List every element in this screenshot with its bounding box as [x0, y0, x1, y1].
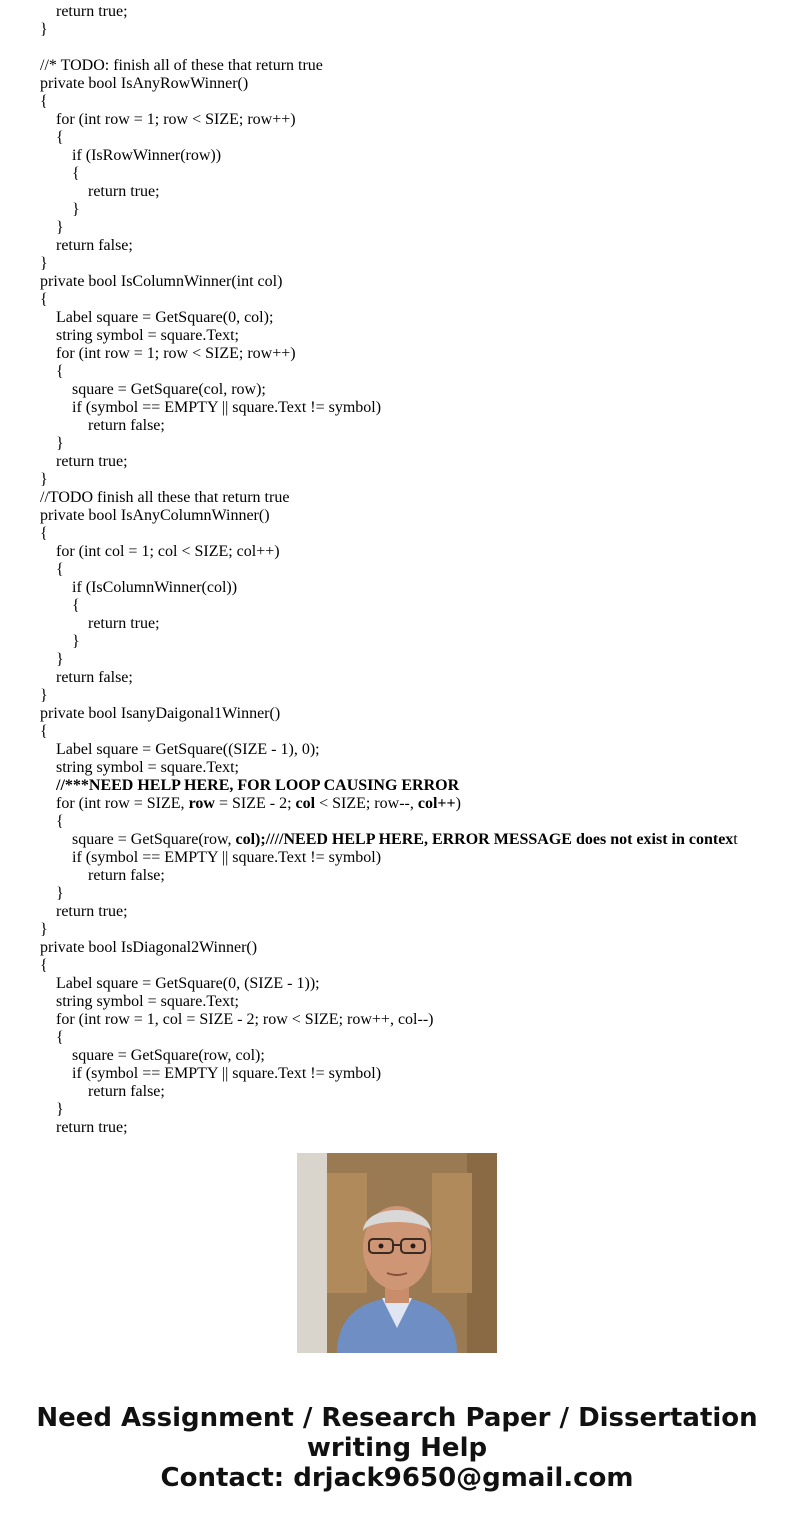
code-line: } — [40, 885, 64, 902]
code-line: if (IsColumnWinner(col)) — [40, 579, 238, 596]
promo-banner — [0, 1403, 794, 1493]
code-line: return false; — [40, 237, 133, 254]
promo-line-2: writing Help — [306, 1433, 488, 1463]
code-line: { — [40, 525, 48, 542]
code-line: private bool IsDiagonal2Winner() — [40, 939, 258, 956]
code-line: Label square = GetSquare((SIZE - 1), 0); — [40, 741, 320, 758]
code-line: { — [40, 957, 48, 974]
code-line: { — [40, 291, 48, 308]
code-line: private bool IsanyDaigonal1Winner() — [40, 705, 281, 722]
code-line: for (int row = 1, col = SIZE - 2; row < SIZE; row++, col--) — [40, 1011, 434, 1028]
code-line: Label square = GetSquare(0, (SIZE - 1)); — [40, 975, 320, 992]
code-line: } — [40, 687, 48, 704]
code-line: } — [40, 21, 48, 38]
code-line: return true; — [40, 903, 128, 920]
code-line: string symbol = square.Text; — [40, 759, 239, 776]
code-line — [40, 39, 785, 57]
code-line: { — [40, 723, 48, 740]
code-line: } — [40, 201, 80, 218]
code-line: if (symbol == EMPTY || square.Text != symbol) — [40, 399, 382, 416]
code-line: if (IsRowWinner(row)) — [40, 147, 222, 164]
code-line: { — [40, 561, 64, 578]
code-snippet — [40, 3, 785, 1136]
code-line: } — [40, 435, 64, 452]
code-line: { — [40, 363, 64, 380]
code-line: string symbol = square.Text; — [40, 993, 239, 1010]
code-line: for (int col = 1; col < SIZE; col++) — [40, 543, 280, 560]
code-line: return true; — [40, 453, 128, 470]
code-line: for (int row = 1; row < SIZE; row++) — [40, 111, 296, 128]
code-line: string symbol = square.Text; — [40, 327, 239, 344]
code-line: square = GetSquare(row, col);////NEED HELP HERE, ERROR MESSAGE does not exist in context — [40, 831, 738, 848]
code-line: for (int row = SIZE, row = SIZE - 2; col < SIZE; row--, col++) — [40, 795, 461, 812]
code-line: } — [40, 921, 48, 938]
code-line: { — [40, 1029, 64, 1046]
code-line: { — [40, 813, 64, 830]
code-line: if (symbol == EMPTY || square.Text != symbol) — [40, 1065, 382, 1082]
code-line: private bool IsAnyRowWinner() — [40, 75, 249, 92]
code-line: Label square = GetSquare(0, col); — [40, 309, 274, 326]
portrait-photo — [297, 1153, 497, 1353]
code-line: } — [40, 1101, 64, 1118]
code-line: { — [40, 93, 48, 110]
code-line: } — [40, 219, 64, 236]
code-line: { — [40, 165, 80, 182]
code-line: return true; — [40, 3, 128, 20]
code-line: { — [40, 597, 80, 614]
code-line: private bool IsAnyColumnWinner() — [40, 507, 270, 524]
promo-line-1: Need Assignment / Research Paper / Dissertation — [36, 1403, 758, 1433]
promo-contact-line: Contact: drjack9650@gmail.com — [160, 1463, 634, 1493]
code-line: return false; — [40, 867, 165, 884]
avatar — [297, 1153, 497, 1353]
code-line: //***NEED HELP HERE, FOR LOOP CAUSING ERROR — [56, 777, 460, 794]
code-line: { — [40, 129, 64, 146]
code-line: return true; — [40, 615, 160, 632]
code-line: return false; — [40, 669, 133, 686]
code-line: //* TODO: finish all of these that return true — [40, 57, 323, 74]
code-line: } — [40, 255, 48, 272]
code-line: square = GetSquare(row, col); — [40, 1047, 265, 1064]
code-line: //TODO finish all these that return true — [40, 489, 290, 506]
code-line: private bool IsColumnWinner(int col) — [40, 273, 283, 290]
code-line: return false; — [40, 1083, 165, 1100]
code-line: if (symbol == EMPTY || square.Text != symbol) — [40, 849, 382, 866]
code-line: square = GetSquare(col, row); — [40, 381, 266, 398]
code-line: } — [40, 651, 64, 668]
code-line: } — [40, 633, 80, 650]
code-line: for (int row = 1; row < SIZE; row++) — [40, 345, 296, 362]
code-line: return false; — [40, 417, 165, 434]
code-line: } — [40, 471, 48, 488]
code-line: return true; — [40, 1119, 128, 1136]
code-line: return true; — [40, 183, 160, 200]
